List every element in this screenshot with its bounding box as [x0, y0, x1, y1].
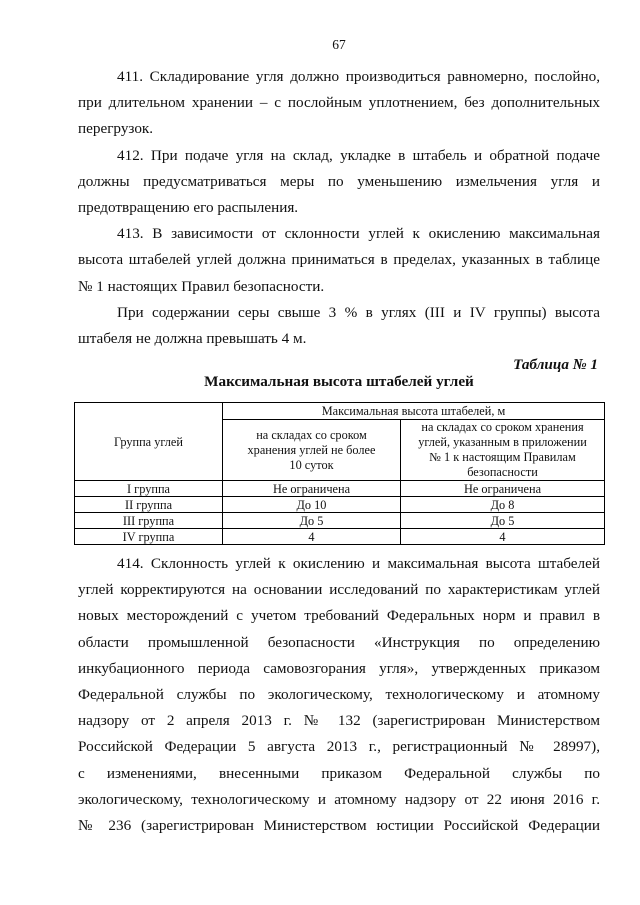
cell-long: 4	[401, 529, 605, 545]
header-max-height: Максимальная высота штабелей, м	[223, 403, 605, 420]
paragraph-line: высота штабелей углей должна приниматься в пределах, указанных в таблице	[78, 251, 600, 269]
paragraph-line: 411. Складирование угля должно производиться равномерно, послойно,	[117, 68, 600, 85]
text-block-top	[78, 64, 600, 378]
cell-long: До 8	[401, 497, 605, 513]
paragraph-line: № 236 (зарегистрирован Министерством юстиции Российской Федерации	[78, 817, 600, 835]
cell-long: Не ограничена	[401, 481, 605, 497]
paragraph-line: Федеральной службы по экологическому, технологическому и атомному	[78, 686, 600, 704]
cell-group: III группа	[75, 513, 223, 529]
paragraph-line: новых месторождений с учетом требований Федеральных норм и правил в	[78, 607, 600, 625]
cell-group: II группа	[75, 497, 223, 513]
cell-group: IV группа	[75, 529, 223, 545]
table-label: Таблица № 1	[513, 356, 598, 374]
paragraph-line: 412. При подаче угля на склад, укладке в штабель и обратной подаче	[117, 146, 600, 164]
table-row	[75, 529, 605, 545]
text-block-bottom	[78, 551, 600, 839]
paragraph-line: 413. В зависимости от склонности углей к окислению максимальная	[117, 225, 600, 243]
paragraph-line: Российской Федерации 5 августа 2013 г., регистрационный № 28997),	[78, 738, 600, 756]
paragraph-line: инкубационного периода самовозгорания угля», утвержденных приказом	[78, 659, 600, 677]
paragraph-413-note	[78, 300, 600, 352]
paragraph-line: при длительном хранении – с послойным уплотнением, без дополнительных	[78, 94, 600, 112]
table-row	[75, 497, 605, 513]
paragraph-412	[78, 143, 600, 222]
paragraph-line: углей корректируются на основании исследований по характеристикам углей	[78, 581, 600, 599]
cell-short: До 5	[223, 513, 401, 529]
page-number: 67	[332, 37, 346, 52]
header-short-storage: на складах со сроком хранения углей не более 10 суток	[223, 420, 401, 481]
table-row	[75, 513, 605, 529]
paragraph-line: области промышленной безопасности «Инструкция по определению	[78, 633, 600, 651]
cell-group: I группа	[75, 481, 223, 497]
paragraph-line: При содержании серы свыше 3 % в углях (III и IV группы) высота	[117, 303, 600, 321]
paragraph-line: № 1 настоящих Правил безопасности.	[78, 277, 325, 295]
table-row	[75, 481, 605, 497]
cell-long: До 5	[401, 513, 605, 529]
paragraph-line: надзору от 2 апреля 2013 г. № 132 (зарегистрирован Министерством	[78, 712, 600, 730]
header-long-storage: на складах со сроком хранения углей, указанным в приложении № 1 к настоящим Правилам безопасности	[401, 420, 605, 481]
paragraph-line: экологическому, технологическому и атомному надзору от 22 июня 2016 г.	[78, 790, 600, 808]
cell-short: До 10	[223, 497, 401, 513]
paragraph-411	[78, 64, 600, 143]
paragraph-line: перегрузок.	[78, 120, 154, 138]
paragraph-line: с изменениями, внесенными приказом Федеральной службы по	[78, 764, 600, 782]
paragraph-413	[78, 221, 600, 300]
paragraph-414	[78, 551, 600, 839]
paragraph-line: 414. Склонность углей к окислению и максимальная высота штабелей	[117, 555, 600, 572]
cell-short: 4	[223, 529, 401, 545]
cell-short: Не ограничена	[223, 481, 401, 497]
paragraph-line: штабеля не должна превышать 4 м.	[78, 330, 307, 348]
paragraph-line: должны предусматриваться меры по уменьшению измельчения угля и	[78, 172, 600, 190]
paragraph-line: предотвращению его распыления.	[78, 199, 299, 217]
table-header-row	[75, 403, 605, 420]
header-coal-group: Группа углей	[75, 403, 223, 481]
coal-stack-height-table	[74, 402, 605, 545]
table-title: Максимальная высота штабелей углей	[204, 373, 474, 390]
